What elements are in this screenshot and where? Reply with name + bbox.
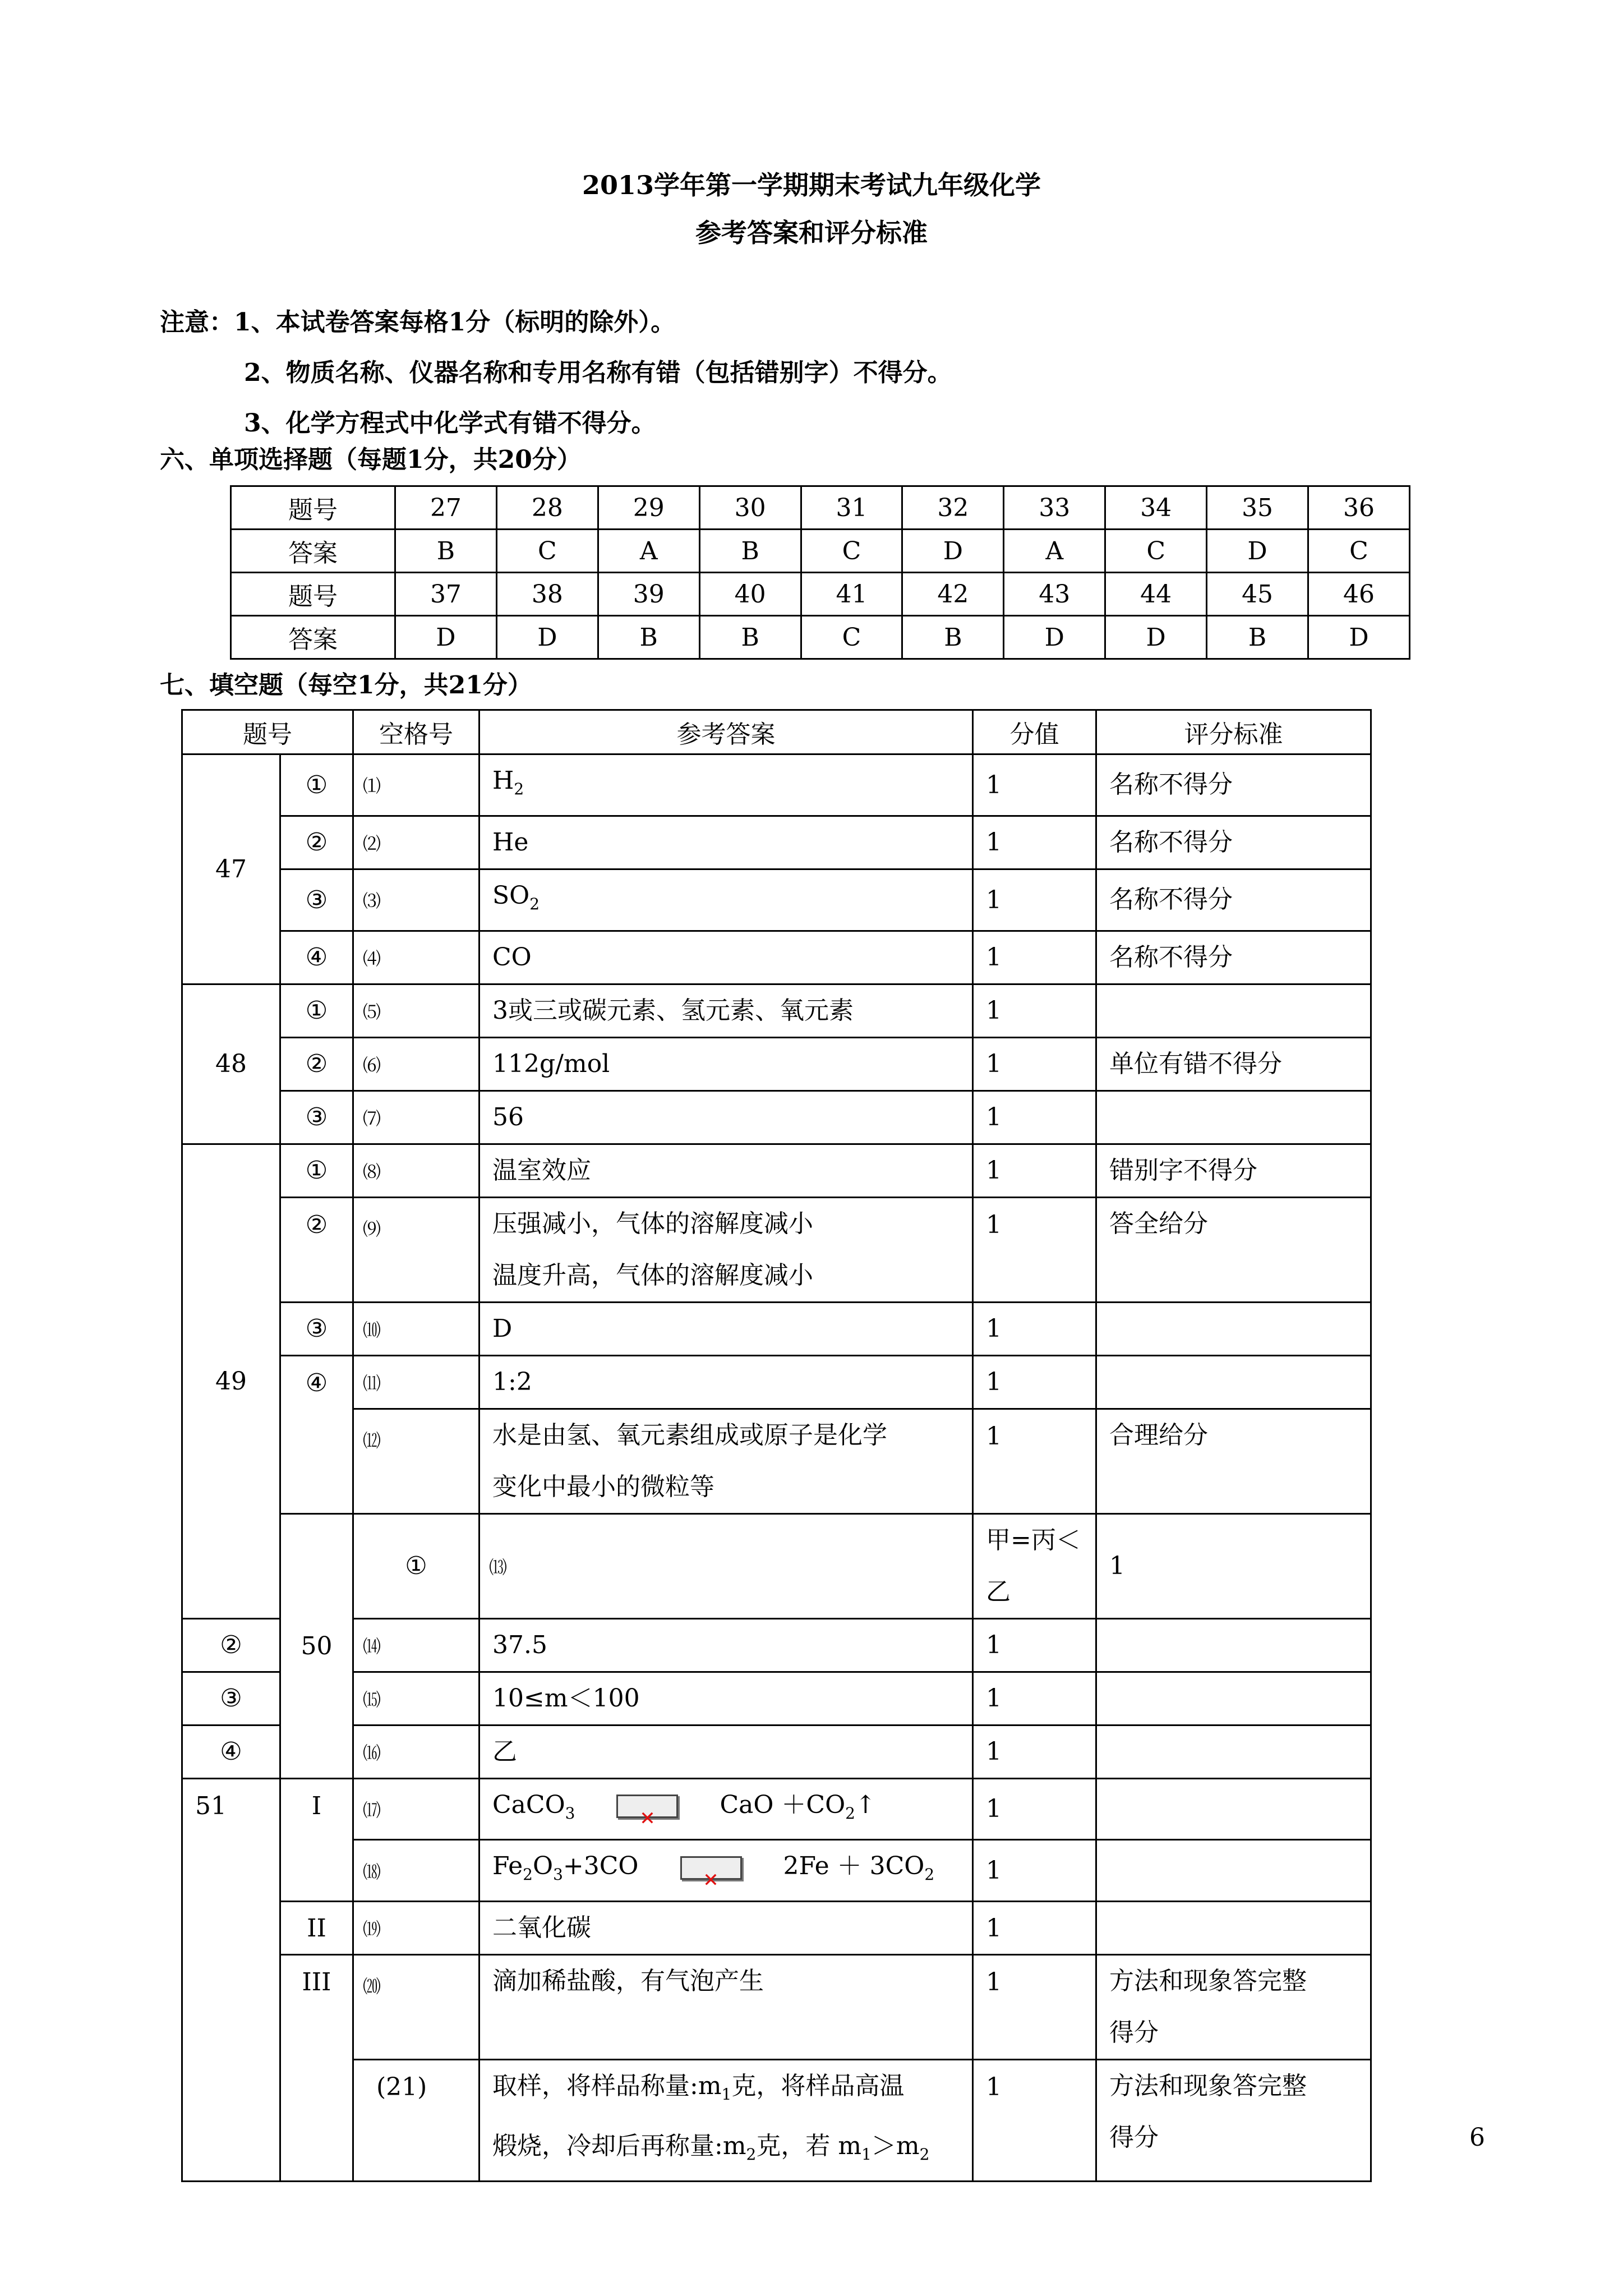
table-row: ② ⑹ 112g/mol 1 单位有错不得分	[182, 1037, 1371, 1091]
question-number: 47	[182, 754, 280, 984]
choice-answer-table	[230, 485, 1410, 660]
table-row: 49 ① ⑻ 温室效应 1 错别字不得分	[182, 1144, 1371, 1197]
table-row: ④ ⒃ 乙 1	[182, 1725, 1371, 1778]
page-title: 2013学年第一学期期末考试九年级化学	[582, 170, 1041, 200]
fill-blank-answer-table	[181, 709, 1372, 2182]
table-row: 51 I ⒄ CaCO$_3$ ✕ CaO $+CO_2↑$ 1	[182, 1778, 1371, 1840]
reaction-condition-icon: ✕	[680, 1856, 742, 1880]
table-row: ② ⑼ 压强减小，气体的溶解度减小 温度升高，气体的溶解度减小 1 答全给分	[182, 1197, 1371, 1302]
table-row: 答案 D D B B C B D D B D	[231, 616, 1410, 659]
table-row: ⒅ $Fe_2O_3+3CO$ ✕ $2Fe + 3CO_2$ 1	[182, 1840, 1371, 1902]
notes-label: 注意：	[160, 308, 234, 337]
table-row: ④ ⑷ CO 1 名称不得分	[182, 931, 1371, 984]
gas-up-arrow: ↑	[855, 1790, 876, 1819]
page-subtitle: 参考答案和评分标准	[695, 218, 928, 248]
table-row: ③ ⒂ 10≤m＜100 1	[182, 1672, 1371, 1725]
table-row: 50 ① ⒀ 甲=丙＜乙 1	[182, 1513, 1371, 1618]
header-blank-number: 空格号	[353, 710, 479, 754]
table-row: ③ ⑺ 56 1	[182, 1091, 1371, 1144]
table-row: II ⒆ 二氧化碳 1	[182, 1902, 1371, 1955]
page-number: 6	[1469, 2123, 1485, 2152]
notes	[160, 297, 952, 449]
section-6-heading: 六、单项选择题（每题1分，共20分）	[160, 445, 582, 474]
table-row: 48 ① ⑸ 3或三或碳元素、氢元素、氧元素 1	[182, 984, 1371, 1037]
table-row: 题号 27 28 29 30 31 32 33 34 35 36	[231, 486, 1410, 530]
table-row: 题号 37 38 39 40 41 42 43 44 45 46	[231, 573, 1410, 616]
table-header-row	[182, 710, 1371, 754]
question-number: 49	[182, 1144, 280, 1618]
table-row: ④ ⑾ 1:2 1	[182, 1355, 1371, 1409]
table-row: 47 ① ⑴ $H_2$ 1 名称不得分	[182, 754, 1371, 816]
table-row: (21) 取样，将样品称量$:m_1$克，将样品高温 煅烧，冷却后再称量$:m_2$克，若 $m_1>m_2$ 1 方法和现象答完整 得分	[182, 2060, 1371, 2182]
section-7-heading: 七、填空题（每空1分，共21分）	[160, 671, 532, 700]
table-row: ⑿ 水是由氢、氧元素组成或原子是化学 变化中最小的微粒等 1 合理给分	[182, 1409, 1371, 1513]
header-criteria: 评分标准	[1096, 710, 1371, 754]
question-number: 51	[182, 1778, 280, 2181]
question-number: 48	[182, 984, 280, 1144]
table-row: ③ ⑶ $SO_2$ 1 名称不得分	[182, 869, 1371, 931]
note-3: 3、化学方程式中化学式有错不得分。	[244, 409, 656, 438]
table-row: ② ⒁ 37.5 1	[182, 1618, 1371, 1672]
table-row: III ⒇ 滴加稀盐酸，有气泡产生 1 方法和现象答完整 得分	[182, 1955, 1371, 2060]
note-2: 2、物质名称、仪器名称和专用名称有错（包括错别字）不得分。	[244, 358, 952, 387]
note-1: 注意：1、本试卷答案每格1分（标明的除外）。	[160, 308, 676, 337]
question-number: 50	[280, 1513, 353, 1778]
table-row: ② ⑵ He 1 名称不得分	[182, 816, 1371, 869]
table-row: ③ ⑽ D 1	[182, 1302, 1371, 1355]
header-reference-answer: 参考答案	[479, 710, 973, 754]
header-score: 分值	[973, 710, 1096, 754]
reaction-condition-icon: ✕	[616, 1795, 678, 1818]
header-question-number: 题号	[182, 710, 353, 754]
table-row: 答案 B C A B C D A C D C	[231, 530, 1410, 573]
